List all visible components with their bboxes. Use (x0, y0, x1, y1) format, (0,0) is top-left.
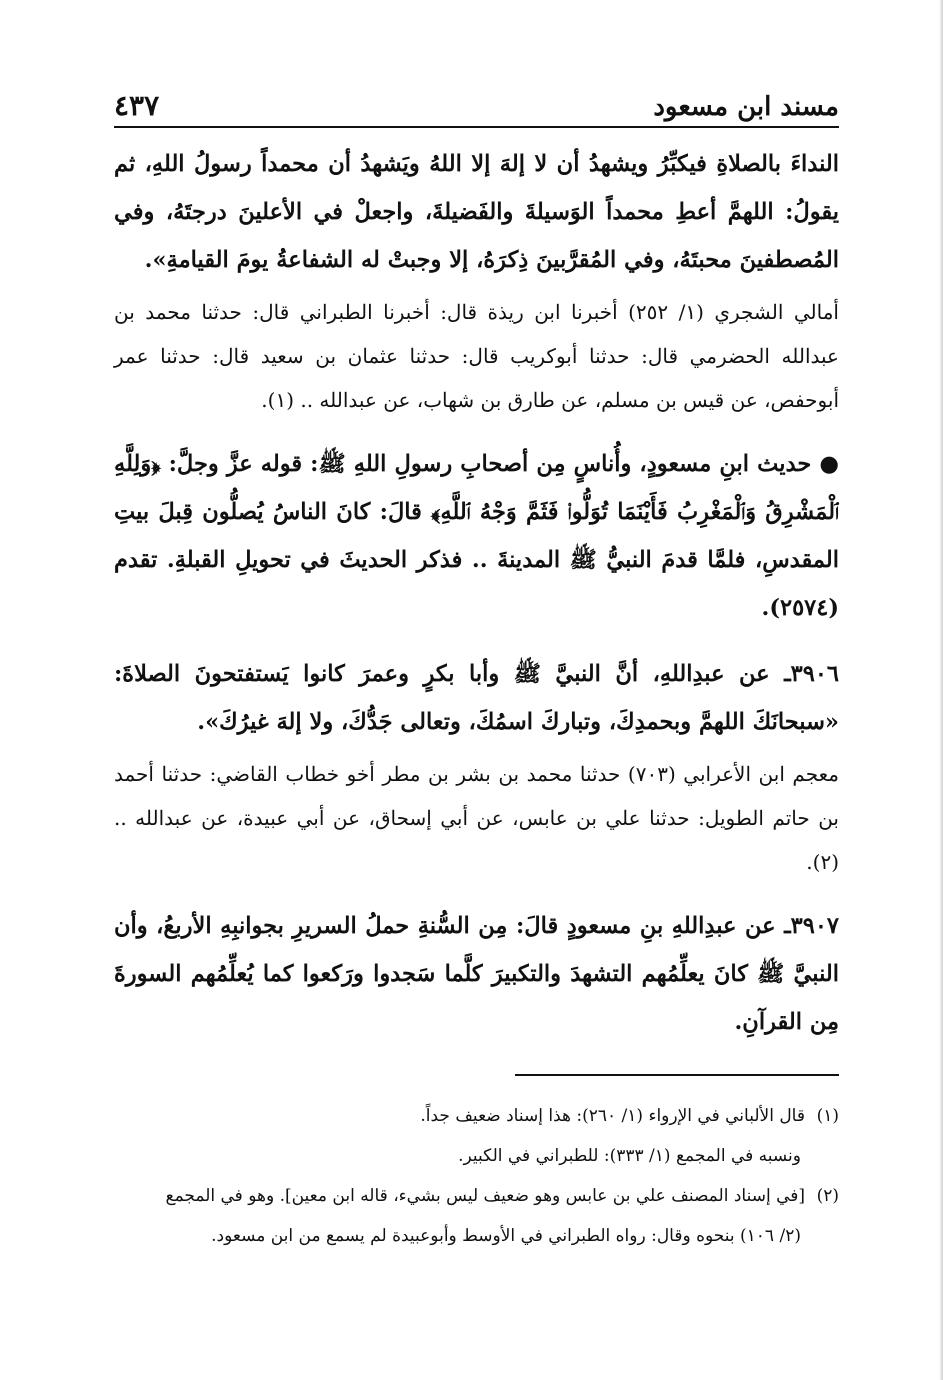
footnote-divider (515, 1074, 839, 1076)
footnote-line: (٢/ ١٠٦) بنحوه وقال: رواه الطبراني في الأوسط وأبوعبيدة لم يسمع من ابن مسعود. (211, 1226, 801, 1246)
footnote-line: ونسبه في المجمع (١/ ٣٣٣): للطبراني في الكبير. (458, 1146, 801, 1166)
hadith-3907 (114, 902, 839, 1046)
page-edge-shadow (939, 0, 943, 1380)
hadith-text: ● حديث ابنِ مسعودٍ، وأُناسٍ مِن أصحابِ رسولِ اللهِ ﷺ: قوله عزَّ وجلَّ: ﴿وَلِلَّهِ ٱلْمَشْرِقُ وَٱلْمَغْرِبُ فَأَيْنَمَا تُوَلُّوا۟ فَثَمَّ وَجْهُ ٱللَّهِ﴾ قالَ: كانَ الناسُ يُصلُّون قِبلَ بيتِ المقدسِ، فلمَّا قدمَ النبيُّ ﷺ المدينةَ .. فذكر الحديثَ في تحويلِ القبلةِ. تقدم (٢٥٧٤). (114, 451, 839, 621)
footnote-number: (١) (816, 1106, 839, 1126)
footnote-1 (114, 1096, 839, 1176)
footnote-text: [في إسناد المصنف علي بن عابس وهو ضعيف ليس بشيء، قاله ابن معين]. وهو في المجمع (165, 1186, 805, 1206)
footnote-number: (٢) (816, 1186, 839, 1206)
hadith-number: ٣٩٠٦ـ (784, 661, 840, 687)
page-content (114, 140, 839, 1046)
hadith-3906 (114, 650, 839, 746)
hadith-text: عن عبدِاللهِ، أنَّ النبيَّ ﷺ وأبا بكرٍ وعمرَ كانوا يَستفتحونَ الصلاةَ: «سبحانَكَ اللهمَّ وبحمدِكَ، وتباركَ اسمُكَ، وتعالى جَدُّكَ، ولا إلهَ غيرُكَ». (114, 661, 839, 735)
takhrij-text: معجم ابن الأعرابي (٧٠٣) حدثنا محمد بن بشر بن مطر أخو خطاب القاضي: حدثنا أحمد بن حاتم الطويل: حدثنا علي بن عابس، عن أبي إسحاق، عن أبي عبيدة، عن عبدالله .. (٢). (114, 762, 840, 874)
page-number: ٤٣٧ (114, 89, 160, 122)
takhrij-paragraph (114, 752, 839, 884)
footnotes (114, 1096, 839, 1256)
hadith-cross-reference (114, 440, 839, 632)
footnote-2 (114, 1176, 839, 1256)
hadith-text: النداءَ بالصلاةِ فيكبِّرُ ويشهدُ أن لا إلهَ إلا اللهُ ويَشهدُ أن محمداً رسولُ اللهِ، ثم يقولُ: اللهمَّ أعطِ محمداً الوَسيلةَ والفَضيلةَ، واجعلْ في الأعلينَ درجتَهُ، وفي المُصطفينَ محبتَهُ، وفي المُقرَّبينَ ذِكرَهُ، إلا وجبتْ له الشفاعةُ يومَ القيامةِ». (114, 151, 839, 273)
running-title: مسند ابن مسعود (653, 92, 839, 122)
takhrij-text: أمالي الشجري (١/ ٢٥٢) أخبرنا ابن ريذة قال: أخبرنا الطبراني قال: حدثنا محمد بن عبدالله الحضرمي قال: حدثنا أبوكريب قال: حدثنا عثمان بن سعيد قال: حدثنا عمر أبوحفص، عن قيس بن مسلم، عن طارق بن شهاب، عن عبدالله .. (١). (114, 300, 839, 412)
hadith-number: ٣٩٠٧ـ (784, 913, 839, 939)
page-header (114, 80, 839, 128)
hadith-continuation (114, 140, 839, 284)
footnote-text: قال الألباني في الإرواء (١/ ٢٦٠): هذا إسناد ضعيف جداً. (420, 1106, 805, 1126)
hadith-text: عن عبدِاللهِ بنِ مسعودٍ قالَ: مِن السُّنةِ حملُ السريرِ بجوانبِهِ الأربعُ، وأن النبيَّ ﷺ كانَ يعلِّمُهم التشهدَ والتكبيرَ كلَّما سَجدوا ورَكعوا كما يُعلِّمُهم السورةَ مِن القرآنِ. (114, 913, 839, 1035)
footnote-line (114, 1176, 839, 1216)
takhrij-paragraph (114, 290, 839, 422)
footnote-line (114, 1096, 839, 1136)
